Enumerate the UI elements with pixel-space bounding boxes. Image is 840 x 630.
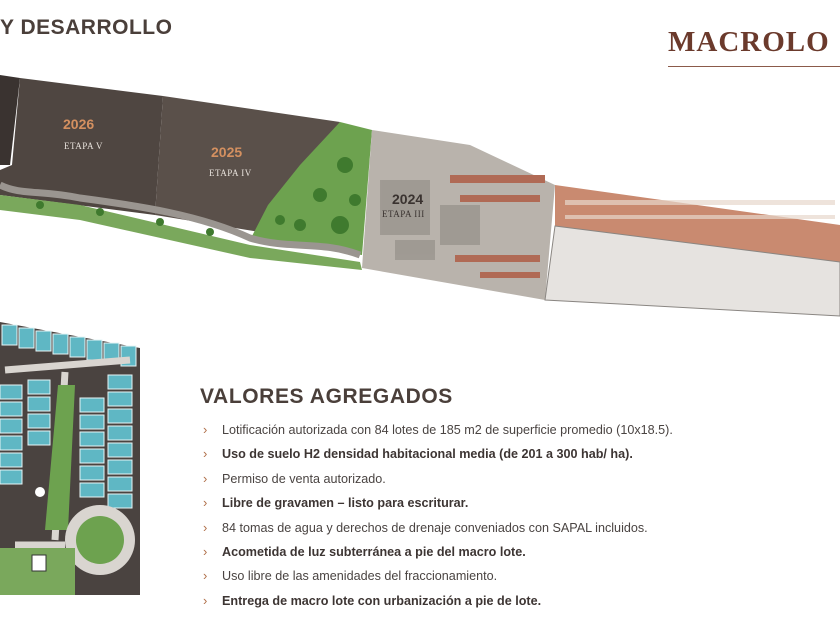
stage-iv-year: 2025 — [211, 144, 243, 160]
list-item — [200, 445, 830, 469]
list-item — [200, 567, 830, 591]
chevron-right-icon: › — [203, 495, 208, 511]
list-item — [200, 519, 830, 543]
brand-logo: MACROLO — [668, 26, 830, 58]
chevron-right-icon: › — [203, 519, 208, 535]
chevron-right-icon: › — [203, 543, 208, 559]
values-list — [200, 421, 830, 616]
list-item-text: Lotificación autorizada con 84 lotes de 185 m2 de superficie promedio (10x18.5). — [222, 423, 673, 437]
list-item — [200, 543, 830, 567]
chevron-right-icon: › — [203, 446, 208, 462]
chevron-right-icon: › — [203, 470, 208, 486]
site-plan — [0, 322, 140, 595]
stage-v-name: ETAPA V — [64, 141, 104, 151]
values-heading: VALORES AGREGADOS — [200, 385, 453, 408]
section-title: Y DESARROLLO — [0, 16, 173, 39]
list-item-text: 84 tomas de agua y derechos de drenaje conveniados con SAPAL incluidos. — [222, 520, 648, 535]
list-item — [200, 592, 830, 616]
list-item-text: Uso libre de las amenidades del fraccionamiento. — [222, 569, 498, 584]
stage-iv-name: ETAPA IV — [209, 168, 252, 178]
list-item-text: Entrega de macro lote con urbanización a pie de lote. — [222, 593, 542, 608]
stage-iii-year: 2024 — [392, 191, 424, 207]
chevron-right-icon: › — [203, 592, 208, 608]
list-item — [200, 494, 830, 518]
stage-iii-name: ETAPA III — [382, 209, 425, 219]
list-item-text: Libre de gravamen – listo para escriturar. — [222, 496, 469, 511]
chevron-right-icon: › — [203, 568, 208, 584]
list-item — [200, 470, 830, 494]
list-item-text: Permiso de venta autorizado. — [222, 471, 386, 486]
list-item — [200, 421, 830, 445]
chevron-right-icon: › — [203, 422, 208, 437]
list-item-text: Uso de suelo H2 densidad habitacional media (de 201 a 300 hab/ ha). — [222, 447, 633, 462]
stage-v-year: 2026 — [63, 116, 95, 132]
list-item-text: Acometida de luz subterránea a pie del macro lote. — [222, 544, 526, 559]
